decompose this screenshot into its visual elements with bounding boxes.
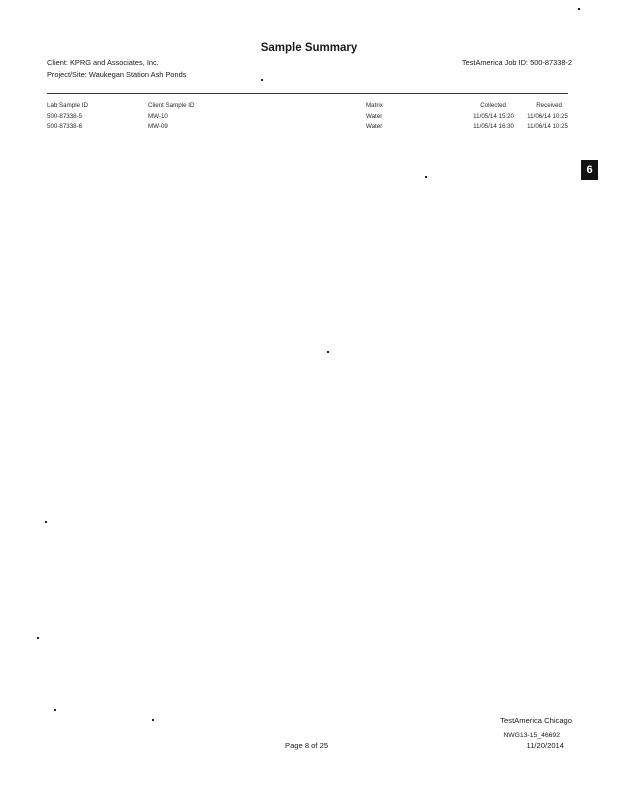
col-header-lab-sample-id: Lab Sample ID	[47, 102, 88, 109]
project-site-line: Project/Site: Waukegan Station Ash Ponds	[47, 70, 187, 79]
scan-speck	[327, 351, 329, 353]
cell-collected: 11/05/14 16:30	[473, 123, 514, 130]
page-title: Sample Summary	[260, 42, 358, 54]
cell-client-sample-id: MW-09	[148, 123, 168, 130]
col-header-received: Received	[536, 102, 562, 109]
cell-received: 11/06/14 10:25	[527, 113, 568, 120]
cell-received: 11/06/14 10:25	[527, 123, 568, 130]
cell-client-sample-id: MW-10	[148, 113, 168, 120]
footer-doc-code: NWG13-15_46692	[503, 732, 560, 739]
scan-speck	[261, 79, 263, 81]
cell-matrix: Water	[366, 113, 383, 120]
job-id-line: TestAmerica Job ID: 500-87338-2	[461, 58, 572, 67]
footer-date: 11/20/2014	[526, 741, 564, 750]
footer-page-label: Page 8 of 25	[285, 741, 329, 750]
cell-lab-sample-id: 500-87338-5	[47, 113, 83, 120]
cell-lab-sample-id: 500-87338-6	[47, 123, 83, 130]
footer-lab-name: TestAmerica Chicago	[500, 716, 572, 725]
client-line: Client: KPRG and Associates, Inc.	[47, 58, 159, 67]
scan-speck	[152, 719, 154, 721]
cell-collected: 11/05/14 15:20	[473, 113, 514, 120]
scan-speck	[45, 521, 47, 523]
col-header-matrix: Matrix	[366, 102, 383, 109]
col-header-client-sample-id: Client Sample ID	[148, 102, 195, 109]
scan-speck	[54, 709, 56, 711]
scan-speck	[425, 176, 427, 178]
cell-matrix: Water	[366, 123, 383, 130]
scan-speck	[37, 637, 39, 639]
header-divider	[47, 93, 568, 94]
col-header-collected: Collected	[480, 102, 506, 109]
section-tab-marker: 6	[581, 160, 598, 180]
scan-speck	[578, 8, 580, 10]
